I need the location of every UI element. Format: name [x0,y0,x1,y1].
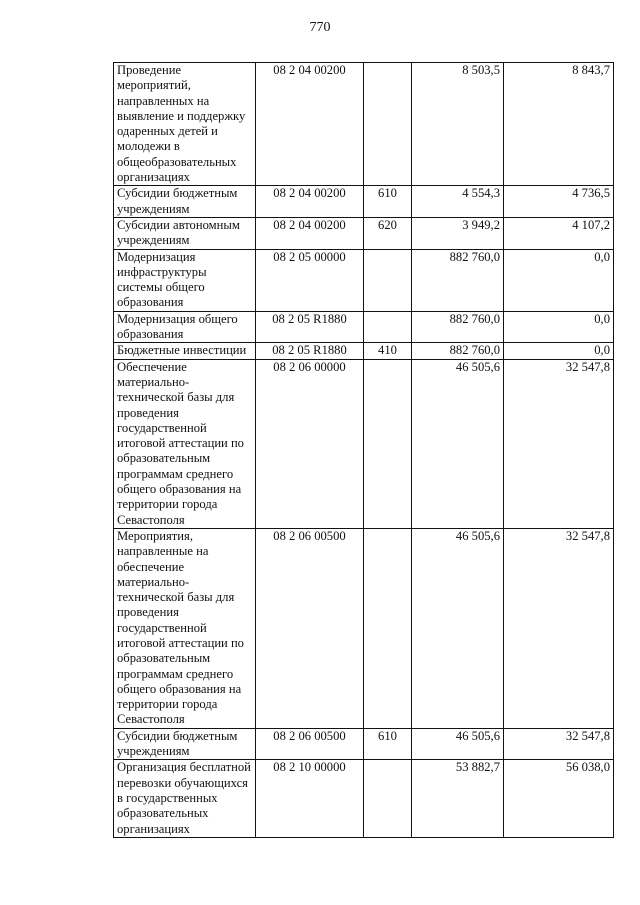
row-code-cell: 08 2 06 00000 [256,359,364,528]
row-sum1-cell: 4 554,3 [412,186,504,218]
row-code-cell: 08 2 05 R1880 [256,311,364,343]
row-sum2-cell: 8 843,7 [504,63,614,186]
row-code-cell: 08 2 06 00500 [256,728,364,760]
row-sum1-cell: 882 760,0 [412,343,504,359]
row-name-cell: Субсидии автономным учреждениям [114,217,256,249]
row-sum2-cell: 32 547,8 [504,728,614,760]
row-name-cell: Бюджетные инвестиции [114,343,256,359]
row-sum2-cell: 56 038,0 [504,760,614,837]
row-name-cell: Субсидии бюджетным учреждениям [114,728,256,760]
row-sum1-cell: 3 949,2 [412,217,504,249]
row-sum2-cell: 0,0 [504,311,614,343]
row-sum2-cell: 32 547,8 [504,359,614,528]
row-type-cell [364,63,412,186]
row-type-cell: 620 [364,217,412,249]
row-code-cell: 08 2 05 00000 [256,249,364,311]
row-sum2-cell: 0,0 [504,343,614,359]
row-sum1-cell: 46 505,6 [412,528,504,728]
row-name-cell: Модернизация общего образования [114,311,256,343]
row-type-cell: 410 [364,343,412,359]
row-code-cell: 08 2 04 00200 [256,63,364,186]
row-sum2-cell: 4 736,5 [504,186,614,218]
row-type-cell [364,359,412,528]
budget-table [113,62,614,838]
row-type-cell [364,760,412,837]
row-type-cell: 610 [364,728,412,760]
table-row [114,186,614,218]
row-code-cell: 08 2 10 00000 [256,760,364,837]
table-row [114,249,614,311]
row-name-cell: Организация бесплатной перевозки обучающихся в государственных образовательных организациях [114,760,256,837]
table-row [114,217,614,249]
row-name-cell: Проведение мероприятий, направленных на выявление и поддержку одаренных детей и молодежи в общеобразовательных организациях [114,63,256,186]
row-type-cell [364,311,412,343]
row-type-cell [364,528,412,728]
row-sum2-cell: 32 547,8 [504,528,614,728]
table-row [114,359,614,528]
row-sum1-cell: 882 760,0 [412,311,504,343]
row-sum2-cell: 4 107,2 [504,217,614,249]
row-name-cell: Мероприятия, направленные на обеспечение материально-технической базы для проведения государственной итоговой аттестации по образовательным программам среднего общего образования на территории города Севастополя [114,528,256,728]
row-code-cell: 08 2 04 00200 [256,186,364,218]
row-type-cell [364,249,412,311]
row-code-cell: 08 2 04 00200 [256,217,364,249]
row-code-cell: 08 2 06 00500 [256,528,364,728]
row-sum2-cell: 0,0 [504,249,614,311]
table-row [114,343,614,359]
row-name-cell: Субсидии бюджетным учреждениям [114,186,256,218]
table-row [114,528,614,728]
row-type-cell: 610 [364,186,412,218]
row-sum1-cell: 882 760,0 [412,249,504,311]
row-sum1-cell: 8 503,5 [412,63,504,186]
table-row [114,728,614,760]
row-sum1-cell: 53 882,7 [412,760,504,837]
table-row [114,760,614,837]
row-sum1-cell: 46 505,6 [412,728,504,760]
row-code-cell: 08 2 05 R1880 [256,343,364,359]
table-row [114,311,614,343]
table-row [114,63,614,186]
page-number: 770 [309,20,331,35]
row-sum1-cell: 46 505,6 [412,359,504,528]
row-name-cell: Обеспечение материально-технической базы для проведения государственной итоговой аттестации по образовательным программам среднего общего образования на территории города Севастополя [114,359,256,528]
row-name-cell: Модернизация инфраструктуры системы общего образования [114,249,256,311]
